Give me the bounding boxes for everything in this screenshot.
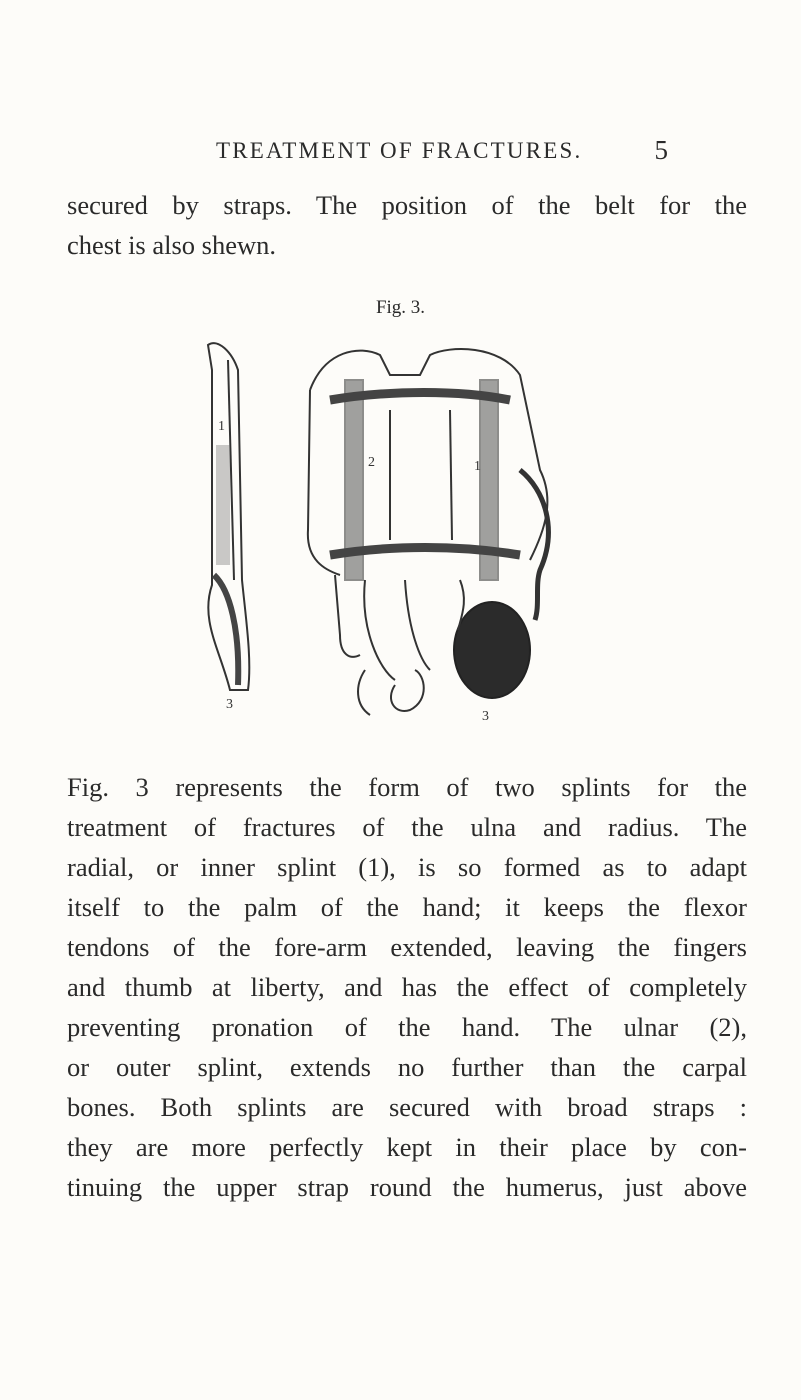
palm-cup <box>454 602 530 698</box>
lower-cross-strap <box>330 548 520 556</box>
left-splint-strap <box>216 445 230 565</box>
right-splint-label-3: 3 <box>482 709 489 724</box>
header-title: TREATMENT OF FRACTURES. <box>216 138 583 163</box>
strap-tail-1 <box>364 580 395 680</box>
paragraph-1-line-1: secured by straps. The position of the belt for the <box>67 190 747 220</box>
paragraph-2-line-8: or outer splint, extends no further than the carpal <box>67 1052 747 1082</box>
right-edge-strap <box>520 470 548 620</box>
paragraph-2-line-4: itself to the palm of the hand; it keeps the flexor <box>67 892 747 922</box>
right-splint-left-edge <box>308 390 340 575</box>
strap-curl-1 <box>358 670 370 715</box>
paragraph-1-line-2: chest is also shewn. <box>67 230 277 260</box>
right-splint-label-2: 2 <box>368 455 375 470</box>
left-splint-shading <box>214 575 238 685</box>
paragraph-2-line-9: bones. Both splints are secured with broad straps : <box>67 1092 747 1122</box>
figure-caption: Fig. 3. <box>375 297 426 318</box>
right-splint-label-1: 1 <box>474 459 481 474</box>
paragraph-2-line-3: radial, or inner splint (1), is so formed as to adapt <box>67 852 747 882</box>
paragraph-2-line-6: and thumb at liberty, and has the effect of completely <box>67 972 747 1002</box>
strap-tail-2 <box>405 580 430 670</box>
page-number: 5 <box>654 135 668 165</box>
splint-illustration <box>190 330 580 730</box>
paragraph-2-line-2: treatment of fractures of the ulna and radius. The <box>67 812 747 842</box>
paragraph-2-line-10: they are more perfectly kept in their place by con- <box>67 1132 747 1162</box>
paragraph-2-line-7: preventing pronation of the hand. The ulnar (2), <box>67 1012 747 1042</box>
strap-curl-2 <box>391 670 424 711</box>
running-header <box>216 135 668 168</box>
paragraph-2-line-11: tinuing the upper strap round the humerus, just above <box>67 1172 747 1202</box>
left-splint-label-1: 1 <box>218 419 225 434</box>
upper-cross-strap <box>330 393 510 401</box>
splint-inner-line-2 <box>450 410 452 540</box>
ulnar-splint-bottom <box>335 575 360 657</box>
paragraph-2-line-1: Fig. 3 represents the form of two splints for the <box>67 772 747 802</box>
left-splint-label-3: 3 <box>226 697 233 712</box>
paragraph-2-line-5: tendons of the fore-arm extended, leaving the fingers <box>67 932 747 962</box>
